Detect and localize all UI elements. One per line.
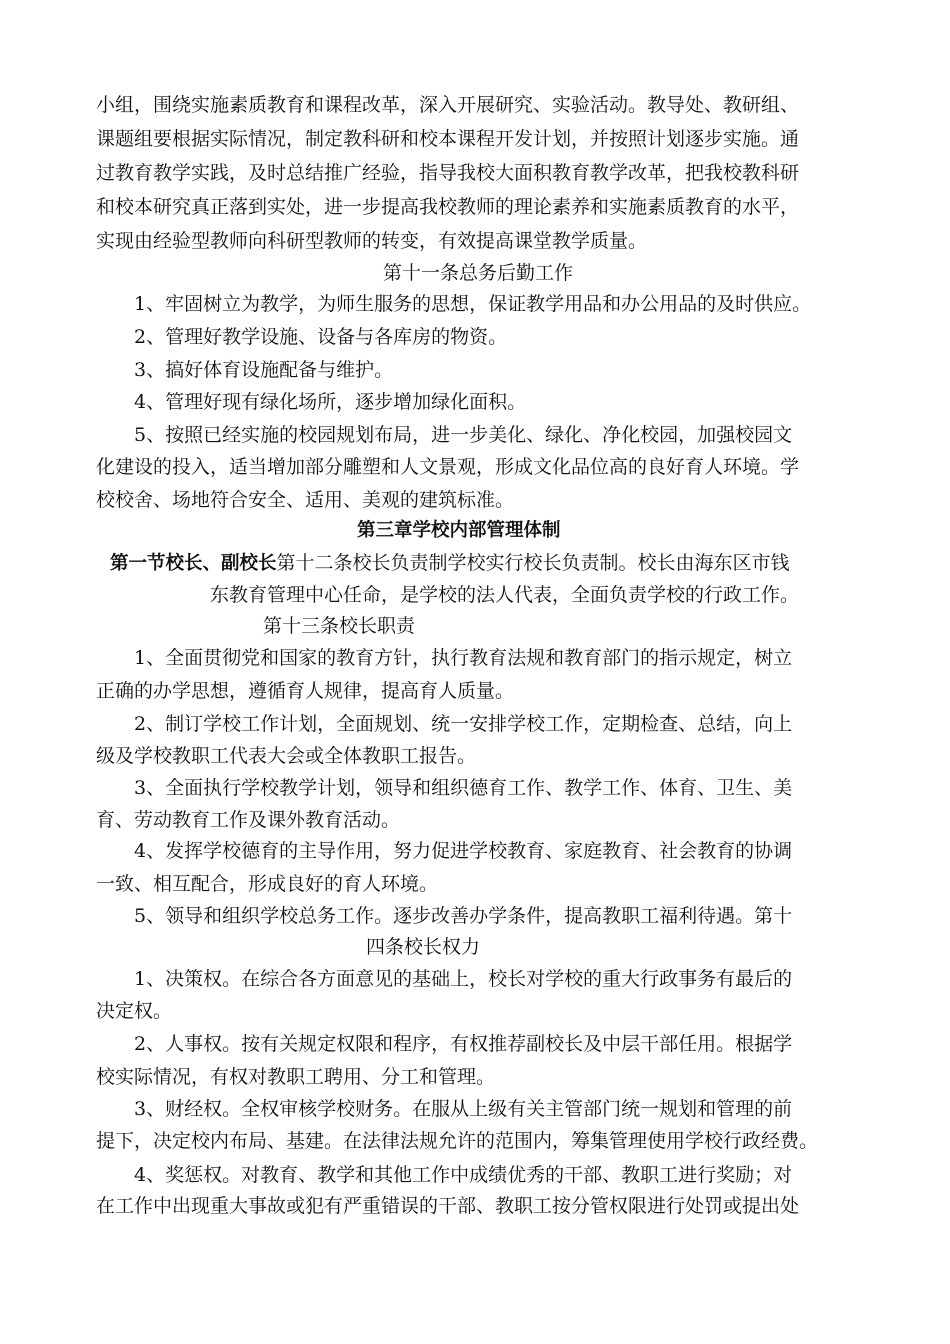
list-item: 4、奖惩权。对教育、教学和其他工作中成绩优秀的干部、教职工进行奖励；对 <box>134 1164 793 1186</box>
article-heading: 第十三条校长职责 <box>263 615 416 637</box>
list-item: 3、全面执行学校教学计划，领导和组织德育工作、教学工作、体育、卫生、美 <box>134 777 793 799</box>
article-heading: 第十一条总务后勤工作 <box>383 262 574 284</box>
chapter-heading: 第三章学校内部管理体制 <box>357 520 561 541</box>
article-text: 第十二条校长负责制学校实行校长负责制。校长由海东区市钱 <box>276 552 790 574</box>
paragraph-line: 和校本研究真正落到实处，进一步提高我校教师的理论素养和实施素质教育的水平， <box>96 196 800 218</box>
paragraph-line: 在工作中出现重大事故或犯有严重错误的干部、教职工按分管权限进行处罚或提出处 <box>96 1195 800 1217</box>
paragraph-line: 过教育教学实践，及时总结推广经验，指导我校大面积教育教学改革，把我校教科研 <box>96 162 800 184</box>
paragraph-line: 决定权。 <box>96 1000 173 1022</box>
list-item: 3、财经权。全权审核学校财务。在服从上级有关主管部门统一规划和管理的前 <box>134 1098 793 1120</box>
article-heading: 四条校长权力 <box>366 936 481 958</box>
list-item: 1、全面贯彻党和国家的教育方针，执行教育法规和教育部门的指示规定，树立 <box>134 647 793 669</box>
list-item: 4、管理好现有绿化场所，逐步增加绿化面积。 <box>134 391 527 413</box>
paragraph-line: 校校舍、场地符合安全、适用、美观的建筑标准。 <box>96 489 515 511</box>
list-item: 5、领导和组织学校总务工作。逐步改善办学条件，提高教职工福利待遇。第十 <box>134 905 793 927</box>
list-item: 3、搞好体育设施配备与维护。 <box>134 359 394 381</box>
section-heading: 第一节校长、副校长 <box>110 553 277 574</box>
list-item: 5、按照已经实施的校园规划布局，进一步美化、绿化、净化校园，加强校园文 <box>134 424 793 446</box>
list-item: 2、管理好教学设施、设备与各库房的物资。 <box>134 326 508 348</box>
list-item: 1、决策权。在综合各方面意见的基础上，校长对学校的重大行政事务有最后的 <box>134 968 793 990</box>
paragraph-line: 校实际情况，有权对教职工聘用、分工和管理。 <box>96 1066 496 1088</box>
paragraph-line: 级及学校教职工代表大会或全体教职工报告。 <box>96 745 477 767</box>
paragraph-line: 实现由经验型教师向科研型教师的转变，有效提高课堂教学质量。 <box>96 230 648 252</box>
list-item: 2、人事权。按有关规定权限和程序，有权推荐副校长及中层干部任用。根据学 <box>134 1033 793 1055</box>
list-item: 4、发挥学校德育的主导作用，努力促进学校教育、家庭教育、社会教育的协调 <box>134 840 793 862</box>
paragraph-line: 课题组要根据实际情况，制定教科研和校本课程开发计划，并按照计划逐步实施。通 <box>96 128 800 150</box>
paragraph-line: 化建设的投入，适当增加部分雕塑和人文景观，形成文化品位高的良好育人环境。学 <box>96 456 800 478</box>
paragraph-line: 小组，围绕实施素质教育和课程改革，深入开展研究、实验活动。教导处、教研组、 <box>96 94 800 116</box>
paragraph-line: 一致、相互配合，形成良好的育人环境。 <box>96 873 439 895</box>
paragraph-line: 东教育管理中心任命，是学校的法人代表，全面负责学校的行政工作。 <box>210 584 800 606</box>
list-item: 1、牢固树立为教学，为师生服务的思想，保证教学用品和办公用品的及时供应。 <box>134 293 812 315</box>
section-line <box>110 546 790 580</box>
paragraph-line: 提下，决定校内布局、基建。在法律法规允许的范围内，筹集管理使用学校行政经费。 <box>96 1130 819 1152</box>
paragraph-line: 育、劳动教育工作及课外教育活动。 <box>96 809 401 831</box>
list-item: 2、制订学校工作计划，全面规划、统一安排学校工作，定期检查、总结，向上 <box>134 713 793 735</box>
paragraph-line: 正确的办学思想，遵循育人规律，提高育人质量。 <box>96 680 515 702</box>
